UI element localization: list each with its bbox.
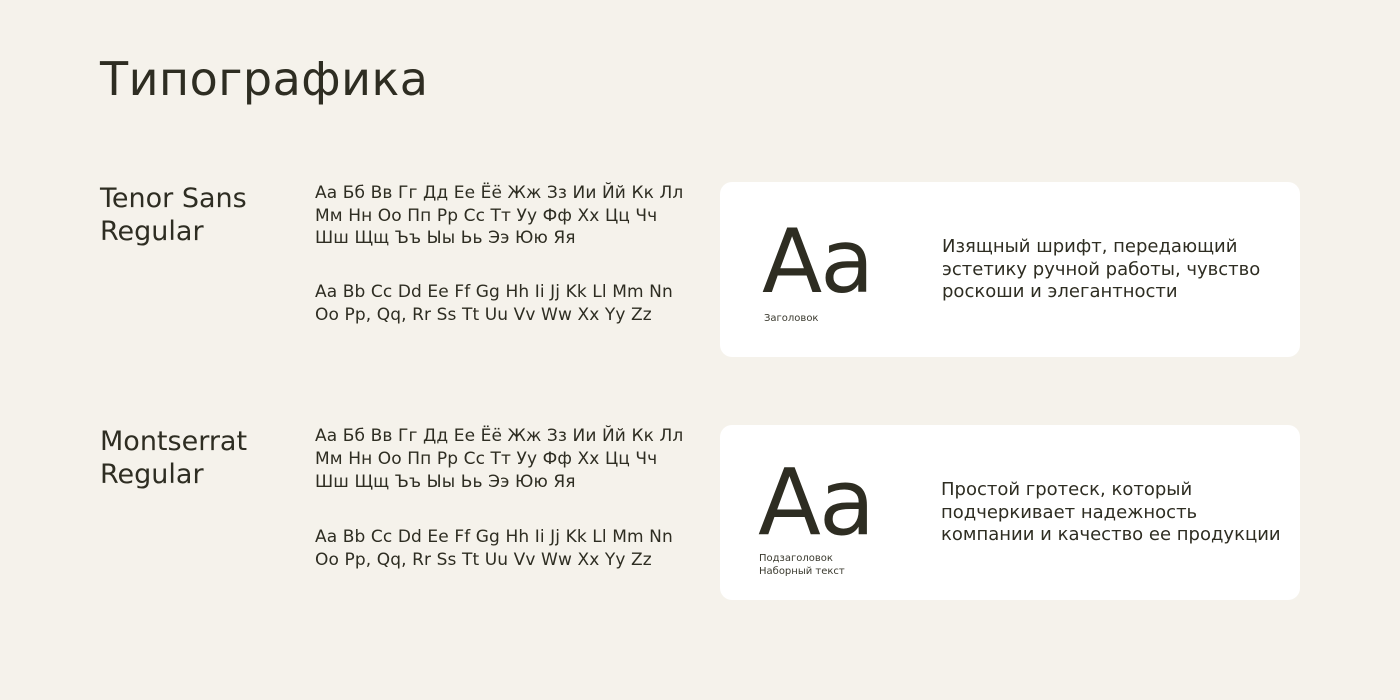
font-name bbox=[100, 182, 300, 248]
usage-label: Заголовок bbox=[764, 313, 819, 324]
sample-glyph: Aa bbox=[762, 210, 873, 313]
font-sample-card bbox=[720, 182, 1300, 357]
usage-labels bbox=[759, 552, 845, 578]
font-section-tenor-sans bbox=[100, 182, 1300, 358]
usage-labels bbox=[764, 312, 818, 325]
font-name bbox=[100, 425, 300, 491]
font-section-montserrat bbox=[100, 425, 1300, 601]
usage-label: Наборный текст bbox=[759, 566, 845, 577]
font-name-style: Regular bbox=[100, 216, 204, 247]
font-description: Изящный шрифт, передающий эстетику ручной работы, чувство роскоши и элегантности bbox=[942, 236, 1261, 302]
font-description: Простой гротеск, который подчеркивает надежность компании и качество ее продукции bbox=[941, 479, 1281, 545]
font-name-style: Regular bbox=[100, 459, 204, 490]
font-name-family: Tenor Sans bbox=[100, 183, 247, 214]
latin-alphabet: Aa Bb Cc Dd Ee Ff Gg Hh Ii Jj Kk Ll Mm Nn Oo Pp, Qq, Rr Ss Tt Uu Vv Ww Xx Yy Zz bbox=[315, 527, 673, 570]
font-name-family: Montserrat bbox=[100, 426, 248, 457]
sample-glyph: Aa bbox=[758, 449, 874, 556]
usage-label: Подзаголовок bbox=[759, 553, 833, 564]
page-title: Типографика bbox=[100, 52, 429, 106]
latin-alphabet: Aa Bb Cc Dd Ee Ff Gg Hh Ii Jj Kk Ll Mm Nn Oo Pp, Qq, Rr Ss Tt Uu Vv Ww Xx Yy Zz bbox=[315, 282, 673, 325]
cyrillic-alphabet: Аа Бб Вв Гг Дд Ее Ёё Жж Зз Ии Йй Кк Лл Мм Нн Оо Пп Рр Сс Тт Уу Фф Хх Цц Чч Шш Щщ Ъъ Ыы Ьь Ээ Юю Яя bbox=[315, 426, 684, 492]
font-sample-card bbox=[720, 425, 1300, 600]
cyrillic-alphabet: Аа Бб Вв Гг Дд Ее Ёё Жж Зз Ии Йй Кк Лл Мм Нн Оо Пп Рр Сс Тт Уу Фф Хх Цц Чч Шш Щщ Ъъ Ыы Ьь Ээ Юю Яя bbox=[315, 183, 684, 248]
